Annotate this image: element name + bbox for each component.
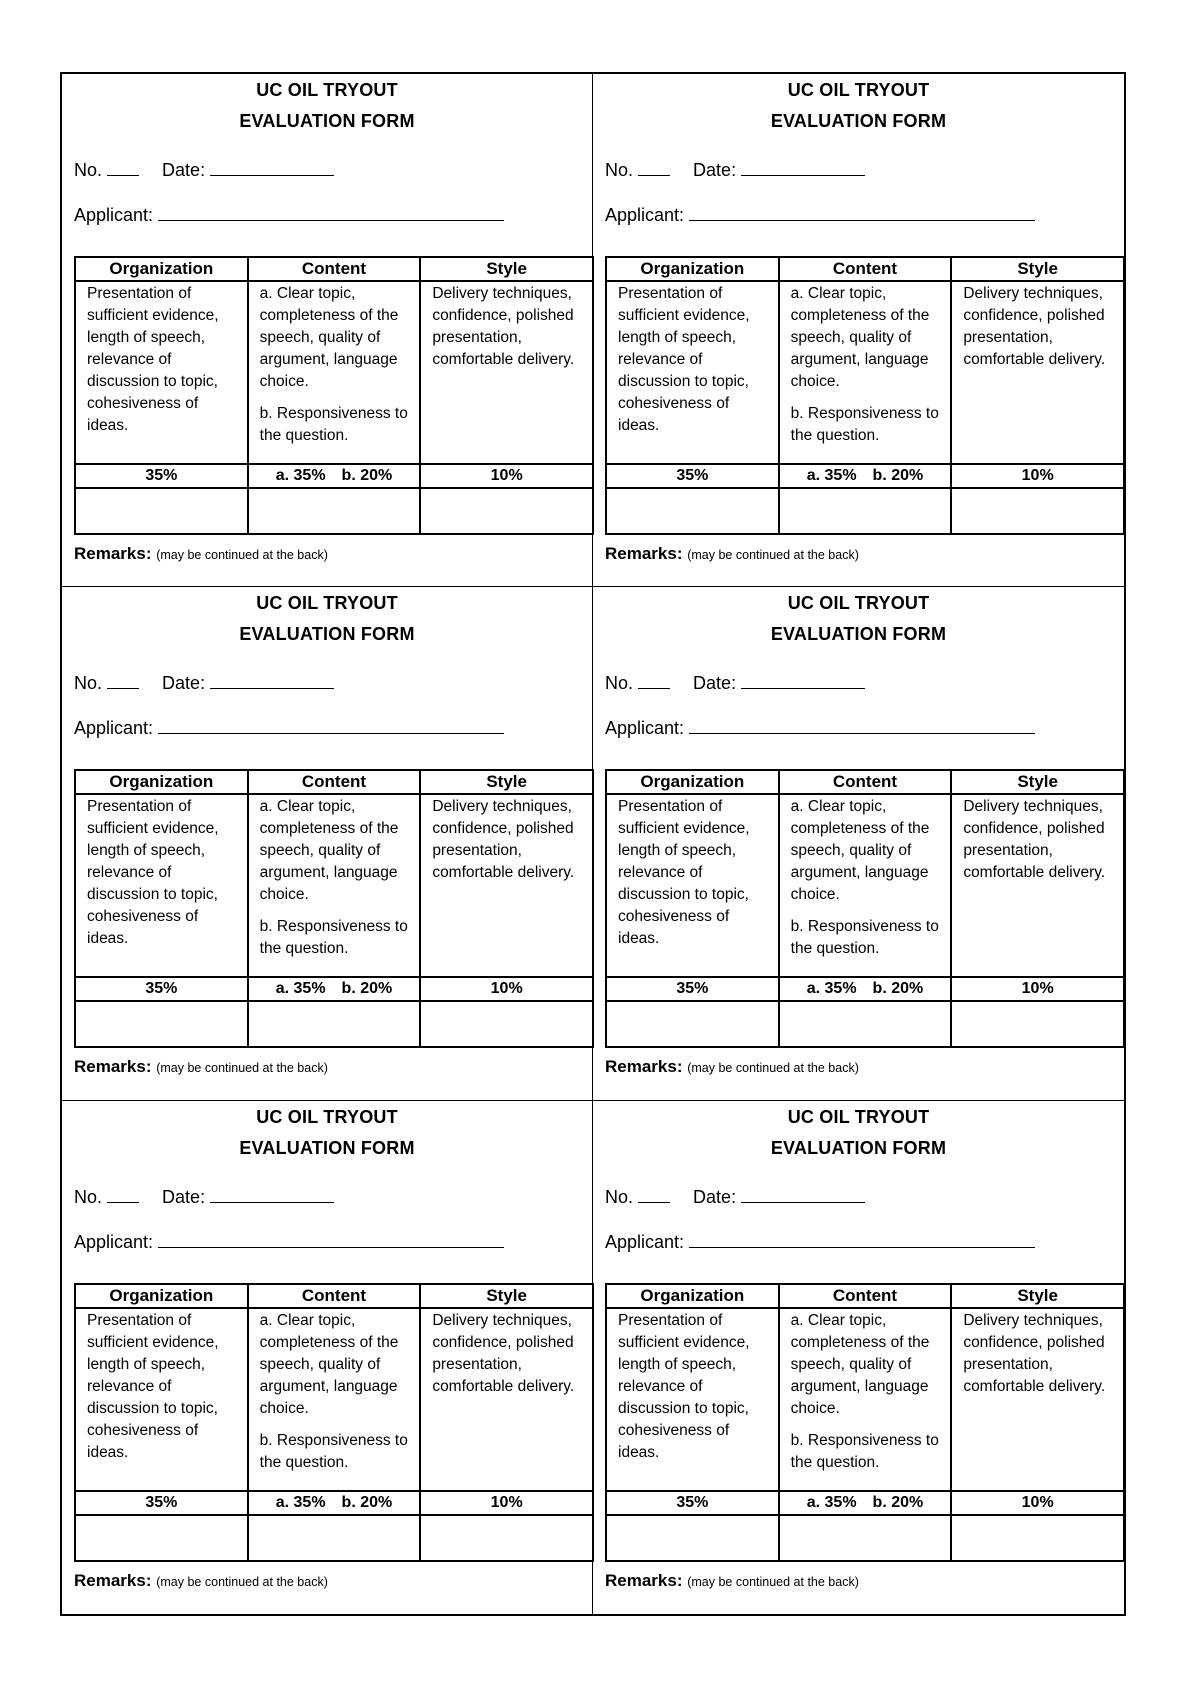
organization-criteria: Presentation of sufficient evidence, length of speech, relevance of discussion to topic, cohesiveness of ideas. [606, 281, 779, 464]
content-criteria [779, 794, 952, 977]
organization-criteria: Presentation of sufficient evidence, length of speech, relevance of discussion to topic, cohesiveness of ideas. [75, 794, 248, 977]
content-score-cell[interactable] [779, 1515, 952, 1561]
form-subtitle: EVALUATION FORM [770, 624, 947, 645]
remarks-note: (may be continued at the back) [156, 548, 328, 562]
applicant-row [605, 1229, 1035, 1253]
style-criteria: Delivery techniques, confidence, polished presentation, comfortable delivery. [420, 281, 593, 464]
weight-row [606, 977, 1124, 1001]
organization-criteria: Presentation of sufficient evidence, length of speech, relevance of discussion to topic, cohesiveness of ideas. [606, 1308, 779, 1491]
table-header-row [606, 770, 1124, 794]
applicant-field[interactable] [689, 202, 1035, 221]
score-entry-row [75, 488, 593, 534]
organization-score-cell[interactable] [75, 1515, 248, 1561]
content-weight [248, 1491, 421, 1515]
weight-row [606, 1491, 1124, 1515]
content-weight-a: a. 35% [806, 467, 857, 484]
number-field[interactable] [638, 157, 670, 176]
date-field[interactable] [741, 157, 865, 176]
table-header-row [75, 1284, 593, 1308]
evaluation-form-card [62, 74, 593, 587]
applicant-field[interactable] [158, 715, 504, 734]
content-criteria-b: b. Responsiveness to the question. [259, 918, 408, 958]
score-entry-row [606, 488, 1124, 534]
style-score-cell[interactable] [420, 1515, 593, 1561]
number-label: No. [74, 673, 103, 694]
form-title: UC OIL TRYOUT [256, 1106, 398, 1127]
style-header: Style [951, 770, 1124, 794]
content-weight-b: b. 20% [872, 467, 924, 484]
content-score-cell[interactable] [779, 1001, 952, 1047]
number-field[interactable] [638, 1184, 670, 1203]
form-subtitle: EVALUATION FORM [239, 1137, 415, 1158]
date-field[interactable] [210, 157, 334, 176]
number-date-row [74, 670, 334, 694]
organization-score-cell[interactable] [75, 1001, 248, 1047]
content-weight [779, 977, 952, 1001]
table-header-row [606, 257, 1124, 281]
content-header: Content [779, 257, 952, 281]
remarks-row [74, 1571, 328, 1591]
form-subtitle: EVALUATION FORM [239, 111, 415, 131]
content-weight-b: b. 20% [872, 980, 924, 998]
content-criteria-a: a. Clear topic, completeness of the speech, quality of argument, language choice. [790, 285, 930, 390]
content-score-cell[interactable] [248, 488, 421, 534]
content-weight-b: b. 20% [872, 1493, 924, 1511]
number-field[interactable] [107, 157, 139, 176]
score-entry-row [75, 1001, 593, 1047]
date-label: Date: [162, 160, 206, 180]
table-header-row [606, 1284, 1124, 1308]
content-score-cell[interactable] [248, 1515, 421, 1561]
content-weight-a: a. 35% [275, 467, 326, 484]
content-header: Content [779, 1284, 952, 1308]
evaluation-form-card [593, 74, 1124, 587]
style-criteria: Delivery techniques, confidence, polished presentation, comfortable delivery. [420, 1308, 593, 1491]
weight-row [606, 464, 1124, 488]
style-score-cell[interactable] [951, 1515, 1124, 1561]
organization-score-cell[interactable] [606, 488, 779, 534]
content-criteria [248, 281, 421, 464]
date-label: Date: [162, 673, 206, 694]
date-field[interactable] [210, 670, 334, 689]
remarks-note: (may be continued at the back) [687, 548, 859, 562]
applicant-row [605, 715, 1035, 739]
content-weight [248, 977, 421, 1001]
number-label: No. [74, 160, 103, 180]
score-table [605, 769, 1125, 1048]
evaluation-form-card [62, 587, 593, 1100]
style-header: Style [420, 770, 593, 794]
weight-row [75, 977, 593, 1001]
number-field[interactable] [107, 1184, 139, 1203]
score-table [605, 256, 1125, 535]
remarks-note: (may be continued at the back) [156, 1574, 328, 1589]
content-weight-a: a. 35% [806, 980, 857, 998]
score-entry-row [606, 1001, 1124, 1047]
content-score-cell[interactable] [779, 488, 952, 534]
style-weight: 10% [951, 977, 1124, 1001]
criteria-row [606, 794, 1124, 977]
content-score-cell[interactable] [248, 1001, 421, 1047]
style-weight: 10% [420, 977, 593, 1001]
number-label: No. [605, 1186, 634, 1207]
number-field[interactable] [107, 670, 139, 689]
applicant-label: Applicant: [74, 1231, 154, 1252]
content-header: Content [248, 1284, 421, 1308]
criteria-row [75, 1308, 593, 1491]
content-criteria-b: b. Responsiveness to the question. [790, 1431, 939, 1471]
applicant-row [74, 202, 504, 226]
remarks-row [605, 1057, 859, 1077]
content-weight [779, 1491, 952, 1515]
organization-score-cell[interactable] [606, 1515, 779, 1561]
style-score-cell[interactable] [420, 488, 593, 534]
style-criteria: Delivery techniques, confidence, polished presentation, comfortable delivery. [951, 794, 1124, 977]
organization-weight: 35% [606, 464, 779, 488]
style-header: Style [951, 257, 1124, 281]
content-header: Content [248, 257, 421, 281]
organization-header: Organization [75, 1284, 248, 1308]
score-entry-row [606, 1515, 1124, 1561]
score-entry-row [75, 1515, 593, 1561]
content-header: Content [779, 770, 952, 794]
style-score-cell[interactable] [420, 1001, 593, 1047]
number-date-row [605, 157, 865, 181]
remarks-row [605, 544, 859, 564]
number-field[interactable] [638, 670, 670, 689]
applicant-row [74, 715, 504, 739]
remarks-row [74, 1057, 328, 1077]
content-criteria-b: b. Responsiveness to the question. [259, 405, 408, 444]
content-weight-b: b. 20% [341, 980, 393, 998]
number-date-row [605, 1184, 865, 1208]
style-score-cell[interactable] [951, 1001, 1124, 1047]
number-date-row [605, 670, 865, 694]
content-criteria [779, 1308, 952, 1491]
applicant-label: Applicant: [605, 205, 685, 225]
content-weight-b: b. 20% [341, 467, 393, 484]
remarks-row [74, 544, 328, 564]
evaluation-form-card [62, 1101, 593, 1614]
content-criteria-b: b. Responsiveness to the question. [790, 405, 939, 444]
date-label: Date: [693, 673, 737, 694]
evaluation-forms-sheet [60, 72, 1126, 1616]
content-weight-b: b. 20% [341, 1493, 393, 1511]
organization-criteria: Presentation of sufficient evidence, length of speech, relevance of discussion to topic, cohesiveness of ideas. [606, 794, 779, 977]
table-header-row [75, 257, 593, 281]
applicant-label: Applicant: [605, 1231, 685, 1252]
remarks-row [605, 1571, 859, 1591]
applicant-label: Applicant: [74, 718, 154, 739]
number-date-row [74, 1184, 334, 1208]
date-label: Date: [162, 1186, 206, 1207]
criteria-row [75, 281, 593, 464]
table-header-row [75, 770, 593, 794]
content-weight-a: a. 35% [275, 980, 326, 998]
style-score-cell[interactable] [951, 488, 1124, 534]
number-label: No. [605, 673, 634, 694]
date-label: Date: [693, 160, 737, 180]
organization-weight: 35% [75, 1491, 248, 1515]
applicant-field[interactable] [158, 202, 504, 221]
weight-row [75, 1491, 593, 1515]
number-date-row [74, 157, 334, 181]
number-label: No. [605, 160, 634, 180]
form-title: UC OIL TRYOUT [787, 593, 930, 614]
content-criteria-a: a. Clear topic, completeness of the speech, quality of argument, language choice. [259, 1311, 399, 1417]
number-label: No. [74, 1186, 103, 1207]
organization-weight: 35% [606, 977, 779, 1001]
remarks-label: Remarks: [74, 544, 152, 563]
applicant-field[interactable] [689, 1229, 1035, 1248]
score-table [74, 769, 594, 1048]
organization-weight: 35% [75, 977, 248, 1001]
organization-score-cell[interactable] [606, 1001, 779, 1047]
organization-header: Organization [606, 1284, 779, 1308]
criteria-row [75, 794, 593, 977]
form-title: UC OIL TRYOUT [787, 80, 930, 100]
content-weight-a: a. 35% [806, 1493, 857, 1511]
style-header: Style [951, 1284, 1124, 1308]
form-title: UC OIL TRYOUT [256, 80, 398, 100]
content-criteria [779, 281, 952, 464]
style-weight: 10% [420, 1491, 593, 1515]
organization-weight: 35% [75, 464, 248, 488]
content-criteria-b: b. Responsiveness to the question. [259, 1431, 408, 1471]
date-field[interactable] [741, 1184, 865, 1203]
date-field[interactable] [210, 1184, 334, 1203]
style-weight: 10% [951, 1491, 1124, 1515]
style-criteria: Delivery techniques, confidence, polished presentation, comfortable delivery. [951, 1308, 1124, 1491]
form-subtitle: EVALUATION FORM [239, 624, 415, 645]
weight-row [75, 464, 593, 488]
content-criteria-a: a. Clear topic, completeness of the speech, quality of argument, language choice. [790, 798, 930, 904]
evaluation-form-card [593, 587, 1124, 1100]
form-title: UC OIL TRYOUT [256, 593, 398, 614]
content-criteria-a: a. Clear topic, completeness of the speech, quality of argument, language choice. [790, 1311, 930, 1417]
content-weight [248, 464, 421, 488]
remarks-note: (may be continued at the back) [687, 1574, 859, 1589]
content-criteria [248, 794, 421, 977]
style-header: Style [420, 257, 593, 281]
style-weight: 10% [951, 464, 1124, 488]
style-weight: 10% [420, 464, 593, 488]
remarks-label: Remarks: [605, 1570, 683, 1590]
remarks-label: Remarks: [605, 544, 683, 563]
organization-header: Organization [606, 770, 779, 794]
content-criteria-a: a. Clear topic, completeness of the speech, quality of argument, language choice. [259, 798, 399, 904]
organization-header: Organization [606, 257, 779, 281]
remarks-label: Remarks: [74, 1057, 152, 1077]
date-field[interactable] [741, 670, 865, 689]
organization-header: Organization [75, 770, 248, 794]
score-table [74, 1283, 594, 1562]
content-criteria-a: a. Clear topic, completeness of the speech, quality of argument, language choice. [259, 285, 399, 390]
score-table [74, 256, 594, 535]
criteria-row [606, 281, 1124, 464]
style-criteria: Delivery techniques, confidence, polished presentation, comfortable delivery. [951, 281, 1124, 464]
applicant-row [74, 1229, 504, 1253]
content-weight-a: a. 35% [275, 1493, 326, 1511]
applicant-label: Applicant: [605, 718, 685, 739]
content-criteria [248, 1308, 421, 1491]
evaluation-form-card [593, 1101, 1124, 1614]
style-criteria: Delivery techniques, confidence, polished presentation, comfortable delivery. [420, 794, 593, 977]
organization-criteria: Presentation of sufficient evidence, length of speech, relevance of discussion to topic, cohesiveness of ideas. [75, 281, 248, 464]
organization-score-cell[interactable] [75, 488, 248, 534]
form-subtitle: EVALUATION FORM [770, 1137, 947, 1158]
remarks-note: (may be continued at the back) [156, 1061, 328, 1076]
organization-criteria: Presentation of sufficient evidence, length of speech, relevance of discussion to topic, cohesiveness of ideas. [75, 1308, 248, 1491]
remarks-note: (may be continued at the back) [687, 1061, 859, 1076]
applicant-label: Applicant: [74, 205, 154, 225]
content-header: Content [248, 770, 421, 794]
content-criteria-b: b. Responsiveness to the question. [790, 918, 939, 958]
date-label: Date: [693, 1186, 737, 1207]
organization-weight: 35% [606, 1491, 779, 1515]
score-table [605, 1283, 1125, 1562]
form-subtitle: EVALUATION FORM [770, 111, 947, 131]
form-title: UC OIL TRYOUT [787, 1106, 930, 1127]
content-weight [779, 464, 952, 488]
organization-header: Organization [75, 257, 248, 281]
applicant-field[interactable] [158, 1229, 504, 1248]
style-header: Style [420, 1284, 593, 1308]
remarks-label: Remarks: [605, 1057, 683, 1077]
applicant-row [605, 202, 1035, 226]
applicant-field[interactable] [689, 715, 1035, 734]
remarks-label: Remarks: [74, 1570, 152, 1590]
criteria-row [606, 1308, 1124, 1491]
